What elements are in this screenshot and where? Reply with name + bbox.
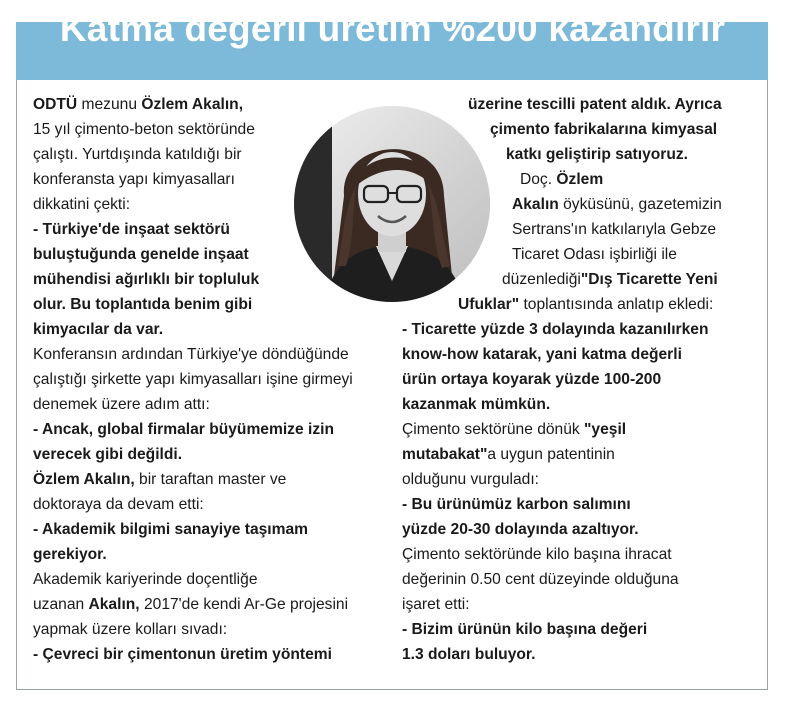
quote-line: - Ticarette yüzde 3 dolayında kazanılırken — [402, 321, 709, 338]
quote-line: "Dış Ticarette Yeni — [580, 271, 718, 288]
quote-line: çimento fabrikalarına kimyasal — [490, 121, 718, 138]
quote-line: - Ancak, global firmalar büyümemize izin — [33, 421, 334, 438]
text-name: Özlem Akalın, — [33, 471, 135, 488]
text-line: işaret etti: — [402, 596, 470, 613]
text-line: Ticaret Odası işbirliği ile — [512, 246, 677, 263]
quote-line: - Türkiye'de inşaat sektörü — [33, 221, 230, 238]
right-column-bottom — [402, 317, 757, 667]
text-line: çalıştığı şirkette yapı kimyasalları işine girmeyi — [33, 371, 353, 388]
text-name: Akalın — [512, 196, 559, 213]
text-line: denemek üzere adım attı: — [33, 396, 210, 413]
text-line: Konferansın ardından Türkiye'ye döndüğünde — [33, 346, 349, 363]
quote-line: yüzde 20-30 dolayında azaltıyor. — [402, 521, 639, 538]
right-column-top — [458, 92, 760, 317]
quote-line: üzerine tescilli patent aldık. Ayrıca — [468, 96, 722, 113]
text-line: Sertrans'ın katkılarıyla Gebze — [512, 221, 717, 238]
text-line: doktoraya da devam etti: — [33, 496, 204, 513]
quote-line: kimyacılar da var. — [33, 321, 164, 338]
quote-line: Ufuklar" — [458, 296, 520, 313]
quote-line: ürün ortaya koyarak yüzde 100-200 — [402, 371, 662, 388]
text-line: çalıştı. Yurtdışında katıldığı bir — [33, 146, 242, 163]
text-line: 15 yıl çimento-beton sektöründe — [33, 121, 255, 138]
quote-line: - Bizim ürünün kilo başına değeri — [402, 621, 648, 638]
left-column — [33, 92, 388, 667]
text-line: bir taraftan master ve — [134, 471, 287, 488]
text-line: Akademik kariyerinde doçentliğe — [33, 571, 258, 588]
quote-line: - Akademik bilgimi sanayiye taşımam — [33, 521, 309, 538]
text-line: dikkatini çekti: — [33, 196, 131, 213]
text-name: Özlem Akalın, — [141, 96, 244, 113]
text-line: toplantısında anlatıp ekledi: — [519, 296, 714, 313]
quote-line: olur. Bu toplantıda benim gibi — [33, 296, 253, 313]
quote-line: buluştuğunda genelde inşaat — [33, 246, 249, 263]
quote-line: mutabakat" — [402, 446, 488, 463]
text-line: konferansta yapı kimyasalları — [33, 171, 235, 188]
text-line: Çimento sektörüne dönük — [402, 421, 585, 438]
headline: Katma değerli üretim %200 kazandırır — [59, 8, 726, 49]
text-line: yapmak üzere kolları sıvadı: — [33, 621, 228, 638]
quote-line: 1.3 doları buluyor. — [402, 646, 536, 663]
quote-line: "yeşil — [584, 421, 627, 438]
quote-line: mühendisi ağırlıklı bir topluluk — [33, 271, 260, 288]
text-line: 2017'de kendi Ar-Ge projesini — [139, 596, 349, 613]
quote-line: gerekiyor. — [33, 546, 107, 563]
quote-line: katkı geliştirip satıyoruz. — [506, 146, 688, 163]
text-line: değerinin 0.50 cent düzeyinde olduğuna — [402, 571, 679, 588]
quote-line: know-how katarak, yani katma değerli — [402, 346, 682, 363]
quote-line: - Çevreci bir çimentonun üretim yöntemi — [33, 646, 332, 663]
text-name: Özlem — [556, 171, 604, 188]
text-name: Akalın, — [88, 596, 140, 613]
text-line: Çimento sektöründe kilo başına ihracat — [402, 546, 672, 563]
text-line: a uygun patentinin — [487, 446, 615, 463]
text-line: öyküsünü, gazetemizin — [558, 196, 722, 213]
quote-line: kazanmak mümkün. — [402, 396, 551, 413]
quote-line: - Bu ürünümüz karbon salımını — [402, 496, 631, 513]
text-line: olduğunu vurguladı: — [402, 471, 539, 488]
text-odtu: ODTÜ — [33, 96, 78, 113]
text-line: düzenlediği — [502, 271, 581, 288]
text-line: uzanan — [33, 596, 89, 613]
text-mezunu: mezunu — [77, 96, 142, 113]
quote-line: verecek gibi değildi. — [33, 446, 183, 463]
text-line: Doç. — [520, 171, 557, 188]
